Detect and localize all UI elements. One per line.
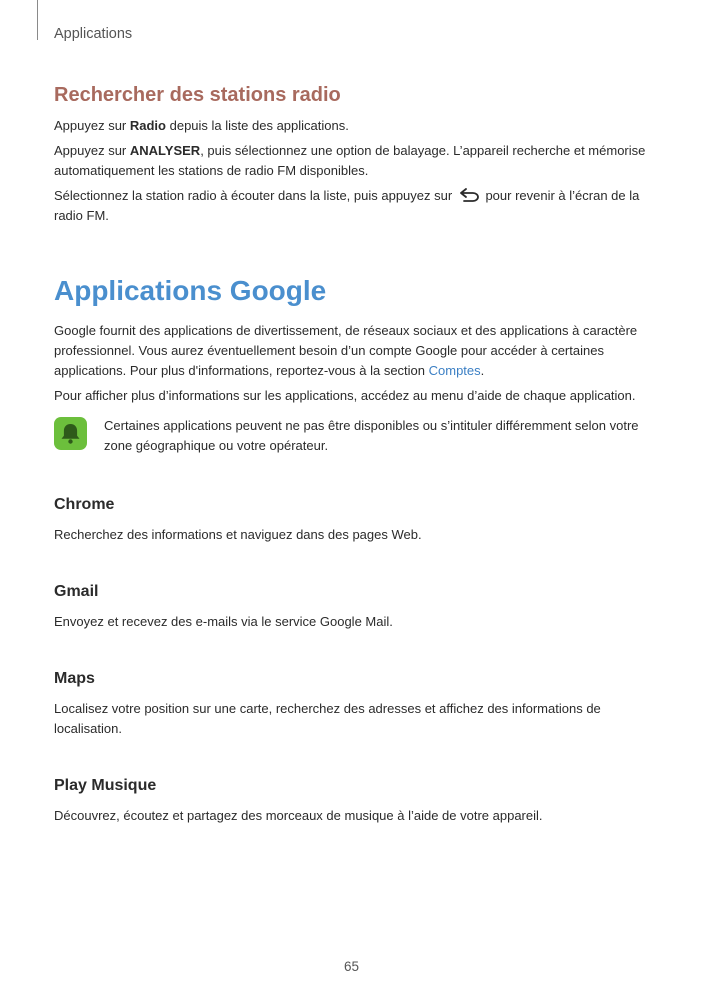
google-paragraph-1: [54, 321, 654, 381]
bell-notice-icon: [54, 417, 87, 450]
note-block: [54, 416, 654, 456]
radio-p1-suffix: depuis la liste des applications.: [166, 118, 349, 133]
app-title-chrome: Chrome: [54, 496, 115, 513]
app-title-play-musique: Play Musique: [54, 777, 157, 794]
page-content: [54, 82, 654, 826]
note-text: Certaines applications peuvent ne pas être disponibles ou s’intituler différemment selon votre zone géographique ou votre opérateur.: [104, 418, 639, 453]
margin-rule: [37, 0, 38, 40]
back-arrow-icon: [458, 188, 480, 202]
comptes-link[interactable]: Comptes: [428, 363, 481, 378]
app-description-chrome: Recherchez des informations et naviguez dans des pages Web.: [54, 527, 422, 542]
radio-paragraph-3: [54, 186, 654, 226]
radio-p1-prefix: Appuyez sur: [54, 118, 130, 133]
app-description-play-musique: Découvrez, écoutez et partagez des morceaux de musique à l’aide de votre appareil.: [54, 808, 543, 823]
app-title-maps: Maps: [54, 670, 95, 687]
radio-p2-bold: ANALYSER: [129, 143, 201, 158]
radio-p2-prefix: Appuyez sur: [54, 143, 130, 158]
app-title-gmail: Gmail: [54, 583, 99, 600]
header-section-label: Applications: [54, 26, 133, 42]
radio-p3-prefix: Sélectionnez la station radio à écouter dans la liste, puis appuyez sur: [54, 188, 453, 203]
radio-p2-suffix: , puis sélectionnez une option de balayage. L’appareil recherche et mémorise automatiquement les stations de radio FM disponibles.: [54, 143, 646, 178]
radio-p3-suffix: pour revenir à l’écran de la radio FM.: [54, 188, 640, 223]
google-section-title: Applications Google: [54, 275, 327, 306]
google-paragraph-2: Pour afficher plus d’informations sur les applications, accédez au menu d’aide de chaque application.: [54, 388, 636, 403]
radio-paragraph-2: [54, 141, 654, 181]
radio-section-title: Rechercher des stations radio: [54, 84, 341, 106]
page-number: 65: [343, 959, 360, 974]
app-description-maps: Localisez votre position sur une carte, recherchez des adresses et affichez des informations de localisation.: [54, 701, 601, 736]
radio-paragraph-1: [54, 116, 654, 136]
google-p1-text: Google fournit des applications de divertissement, de réseaux sociaux et des applications à caractère professionnel. Vous aurez éventuellement besoin d’un compte Google pour accéder à certaines applications. Pour plus d'informations, reportez-vous à la section: [54, 323, 638, 378]
radio-p1-bold: Radio: [129, 118, 166, 133]
app-description-gmail: Envoyez et recevez des e-mails via le service Google Mail.: [54, 614, 393, 629]
google-p1-end: .: [480, 363, 485, 378]
